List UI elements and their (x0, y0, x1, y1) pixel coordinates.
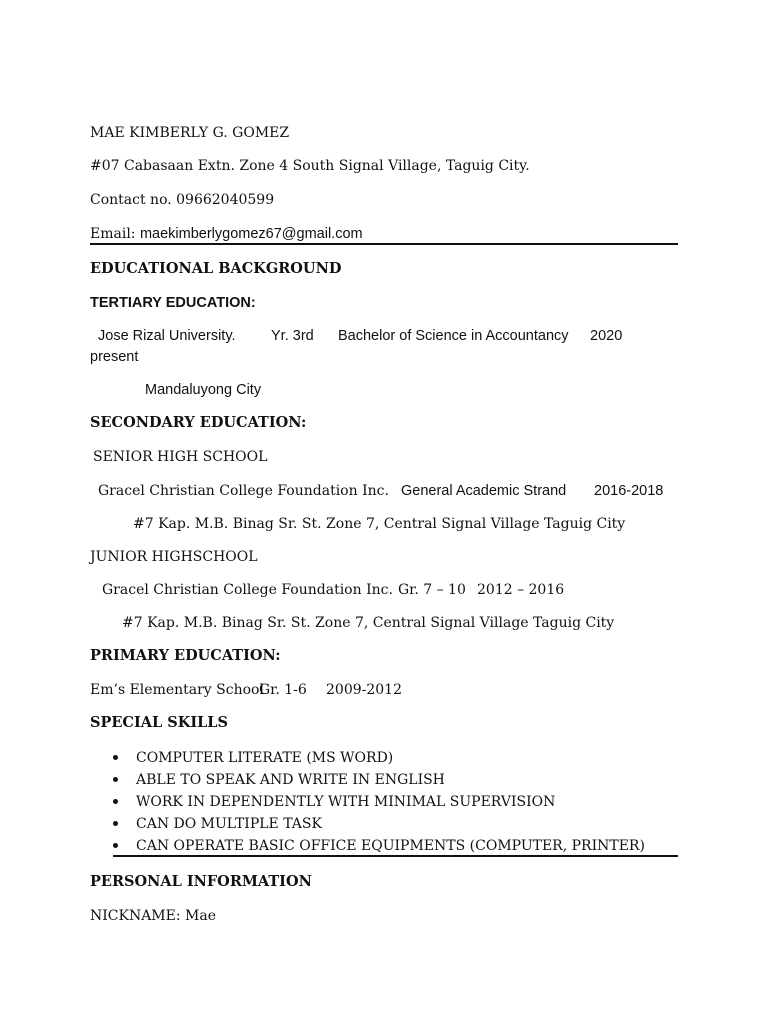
skills-heading: SPECIAL SKILLS (90, 714, 228, 731)
skill-item: COMPUTER LITERATE (MS WORD) (136, 750, 394, 766)
secondary-heading: SECONDARY EDUCATION: (90, 414, 307, 431)
primary-heading: PRIMARY EDUCATION: (90, 647, 281, 664)
primary-years: 2009-2012 (326, 682, 402, 698)
personal-heading: PERSONAL INFORMATION (90, 873, 312, 890)
senior-high-heading: SENIOR HIGH SCHOOL (93, 449, 268, 465)
bullet-icon (113, 843, 118, 848)
header-divider (90, 243, 678, 245)
skill-item: WORK IN DEPENDENTLY WITH MINIMAL SUPERVISION (136, 794, 556, 810)
bullet-icon (113, 799, 118, 804)
education-heading: EDUCATIONAL BACKGROUND (90, 260, 342, 277)
tertiary-heading: TERTIARY EDUCATION: (90, 295, 256, 311)
applicant-name: MAE KIMBERLY G. GOMEZ (90, 125, 290, 141)
junior-high-years: 2012 – 2016 (477, 582, 565, 598)
tertiary-school: Jose Rizal University. (98, 328, 236, 344)
email-label: Email: (90, 226, 140, 242)
nickname-label: NICKNAME: (90, 908, 186, 924)
skills-divider (113, 855, 678, 857)
primary-grade: Gr. 1-6 (259, 682, 307, 698)
tertiary-start-year: 2020 (590, 328, 623, 344)
primary-school: Em’s Elementary School (90, 682, 264, 698)
tertiary-end: present (90, 349, 139, 365)
tertiary-course: Bachelor of Science in Accountancy (338, 328, 569, 344)
senior-high-address: #7 Kap. M.B. Binag Sr. St. Zone 7, Central Signal Village Taguig City (133, 516, 626, 532)
bullet-icon (113, 755, 118, 760)
junior-high-school: Gracel Christian College Foundation Inc. (102, 582, 393, 598)
nickname-value: Mae (185, 908, 217, 924)
email-address: maekimberlygomez67@gmail.com (139, 226, 363, 242)
home-address: #07 Cabasaan Extn. Zone 4 South Signal Village, Taguig City. (90, 158, 530, 174)
senior-high-years: 2016-2018 (594, 483, 664, 499)
skill-item: ABLE TO SPEAK AND WRITE IN ENGLISH (136, 772, 445, 788)
tertiary-city: Mandaluyong City (145, 382, 262, 398)
skill-item: CAN DO MULTIPLE TASK (136, 816, 322, 832)
nickname-line (90, 907, 216, 925)
bullet-icon (113, 821, 118, 826)
junior-high-heading: JUNIOR HIGHSCHOOL (90, 549, 258, 565)
junior-high-grade: Gr. 7 – 10 (398, 582, 466, 598)
senior-high-school: Gracel Christian College Foundation Inc. (98, 483, 389, 499)
senior-high-strand: General Academic Strand (401, 483, 567, 499)
email-line (90, 225, 363, 243)
bullet-icon (113, 777, 118, 782)
tertiary-year: Yr. 3rd (271, 328, 314, 344)
junior-high-address: #7 Kap. M.B. Binag Sr. St. Zone 7, Central Signal Village Taguig City (122, 615, 615, 631)
contact-number: Contact no. 09662040599 (90, 192, 275, 208)
skill-item: CAN OPERATE BASIC OFFICE EQUIPMENTS (COMPUTER, PRINTER) (136, 838, 645, 854)
